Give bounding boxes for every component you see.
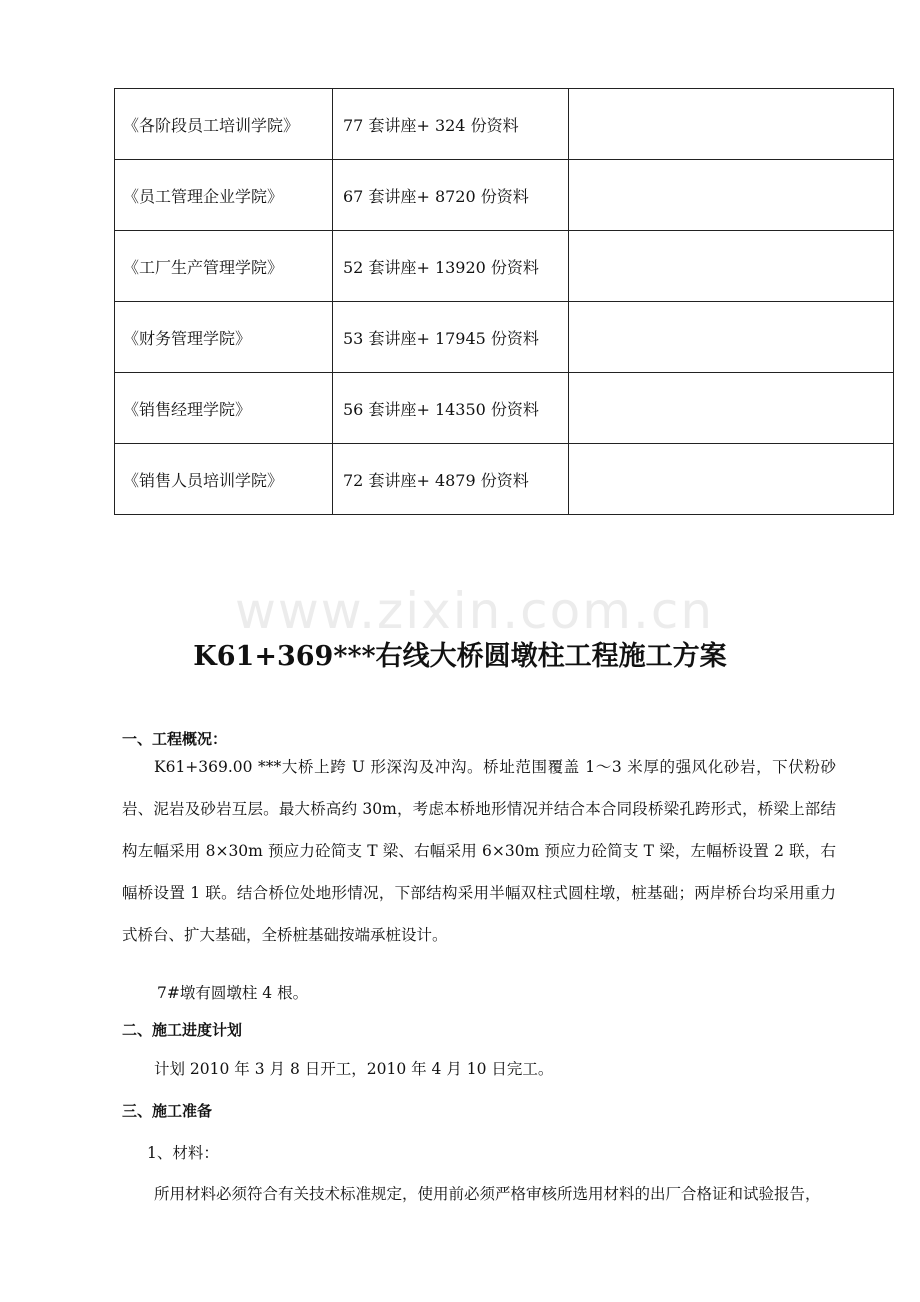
section-heading-preparation: 三、施工准备 — [122, 1102, 213, 1120]
resource-table — [114, 88, 894, 515]
course-content-cell: 53 套讲座+ 17945 份资料 — [333, 302, 569, 373]
document-title: K61+369***右线大桥圆墩柱工程施工方案 — [193, 641, 727, 672]
course-content-cell: 72 套讲座+ 4879 份资料 — [333, 444, 569, 515]
course-content-cell: 67 套讲座+ 8720 份资料 — [333, 160, 569, 231]
materials-text: 所用材料必须符合有关技术标准规定，使用前必须严格审核所选用材料的出厂合格证和试验报告， — [154, 1185, 821, 1203]
overview-paragraph: K61+369.00 ***大桥上跨 U 形深沟及冲沟。桥址范围覆盖 1～3 米厚的强风化砂岩，下伏粉砂岩、泥岩及砂岩互层。最大桥高约 30m，考虑本桥地形情况并结合本合同段桥梁孔跨形式，桥梁上部结构左幅采用 8×30m 预应力砼简支 T 梁、右幅采用 6×30m 预应力砼简支 T 梁，左幅桥设置 2 联，右幅桥设置 1 联。结合桥位处地形情况，下部结构采用半幅双柱式圆柱墩，桩基础；两岸桥台均采用重力式桥台、扩大基础，全桥桩基础按端承桩设计。 — [122, 758, 836, 944]
watermark: www.zixin.com.cn — [235, 582, 715, 640]
course-name-cell: 《财务管理学院》 — [115, 302, 333, 373]
course-content-cell: 56 套讲座+ 14350 份资料 — [333, 373, 569, 444]
table-row — [115, 373, 894, 444]
section-heading-overview: 一、工程概况： — [122, 730, 228, 748]
course-name-cell: 《销售人员培训学院》 — [115, 444, 333, 515]
course-name-cell: 《工厂生产管理学院》 — [115, 231, 333, 302]
course-name-cell: 《销售经理学院》 — [115, 373, 333, 444]
schedule-text: 计划 2010 年 3 月 8 日开工，2010 年 4 月 10 日完工。 — [154, 1060, 554, 1078]
materials-subheading: 1、材料： — [147, 1144, 219, 1162]
table-row — [115, 160, 894, 231]
empty-cell — [569, 373, 894, 444]
empty-cell — [569, 444, 894, 515]
section-heading-schedule: 二、施工进度计划 — [122, 1021, 243, 1039]
table-row — [115, 444, 894, 515]
course-name-cell: 《员工管理企业学院》 — [115, 160, 333, 231]
empty-cell — [569, 302, 894, 373]
empty-cell — [569, 89, 894, 160]
course-content-cell: 77 套讲座+ 324 份资料 — [333, 89, 569, 160]
empty-cell — [569, 160, 894, 231]
course-name-cell: 《各阶段员工培训学院》 — [115, 89, 333, 160]
empty-cell — [569, 231, 894, 302]
table-row — [115, 231, 894, 302]
course-content-cell: 52 套讲座+ 13920 份资料 — [333, 231, 569, 302]
table-row — [115, 89, 894, 160]
table-row — [115, 302, 894, 373]
pier-note: 7#墩有圆墩柱 4 根。 — [157, 984, 309, 1002]
